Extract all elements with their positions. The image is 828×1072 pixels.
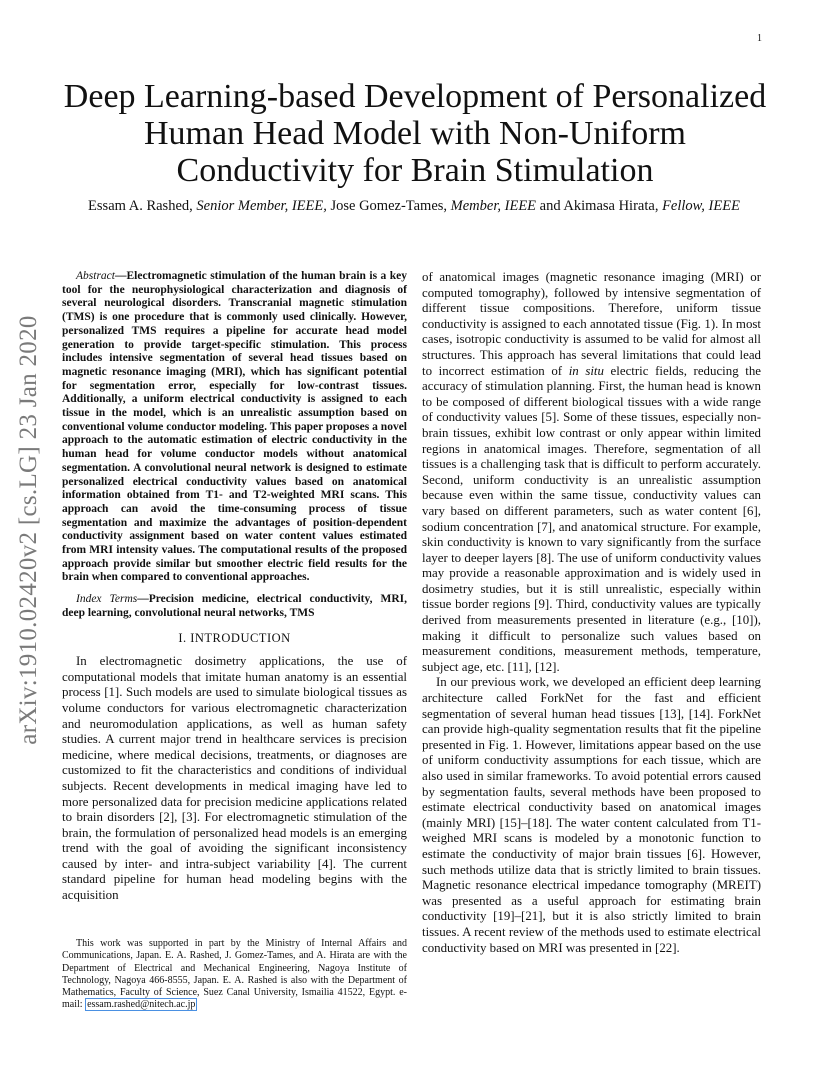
author-conjunction: and (539, 198, 561, 214)
paper-title: Deep Learning-based Development of Personalized Human Head Model with Non-Uniform Conductivity for Brain Stimulation (63, 78, 767, 189)
index-terms-label: Index Terms (76, 593, 138, 606)
right-column (422, 270, 761, 956)
email-link[interactable]: essam.rashed@nitech.ac.jp (87, 999, 196, 1011)
intro-paragraph-continued (422, 270, 761, 675)
index-terms (62, 593, 407, 620)
abstract-text: —Electromagnetic stimulation of the human brain is a key tool for the neurophysiological characterization and diagnosis of several neurological disorders. Transcranial magnetic stimulation (TMS) is one procedure that is commonly used clinically. However, personalized TMS requires a pipeline for accurate head model generation to provide target-specific stimulation. This process includes intensive segmentation of several head tissues based on magnetic resonance imaging (MRI), which has significant potential for segmentation error, especially for low-contrast tissues. Additionally, a uniform electrical conductivity is assigned to each tissue in the model, which is an unrealistic assumption based on conventional volume conductor modeling. This paper proposes a novel approach to the automatic estimation of electric conductivity in the human head for volume conductor models without anatomical segmentation. A convolutional neural network is designed to estimate personalized electrical conductivity values based on anatomical information obtained from T1- and T2-weighted MRI scans. This approach can avoid the time-consuming process of tissue segmentation and maximize the advantages of position-dependent conductivity assignment based on water content values estimated from MRI intensity values. The computational results of the proposed approach provide similar but smoother electric field results for the brain when compared to conventional approaches. (62, 270, 407, 584)
author-name: Jose Gomez-Tames, (330, 198, 448, 214)
intro-paragraph: In our previous work, we developed an efficient deep learning architecture called ForkNet for the fast and efficient segmentation of several human head tissues [13], [14]. ForkNet can provide high-quality segmentation results that fit the pipeline presented in Fig. 1. However, limitations appear based on the use of uniform conductivity assumptions for each tissue, which are also used in similar frameworks. To avoid potential errors caused by segmentation faults, several methods have been proposed to estimate electrical conductivity based on anatomical images (mainly MRI) [15]–[18]. The water content calculated from T1-weighed MRI scans is modeled by a monotonic function to estimate the conductivity of major brain tissues [6]. However, such methods utilize data that is strictly limited to brain tissues. Magnetic resonance electrical impedance tomography (MREIT) was presented as a useful approach for estimating brain conductivity [19]–[21], but it is also strictly limited to brain tissues. A recent review of the methods used to estimate electrical conductivity based on MRI was presented in [22]. (422, 675, 761, 955)
left-column (62, 270, 407, 904)
author-name: Akimasa Hirata, (563, 198, 659, 214)
paragraph-text: of anatomical images (magnetic resonance imaging (MRI) or computed tomography), followed by intensive segmentation of different tissue compositions. Therefore, uniform tissue conductivity is assigned to each annotated tissue (Fig. 1). In most cases, isotropic conductivity is assumed to be valid for almost all structures. This approach has several limitations that could lead to incorrect estimation of (422, 270, 761, 378)
author-list (40, 198, 788, 215)
footnote-text: This work was supported in part by the Ministry of Internal Affairs and Communications, Japan. E. A. Rashed, J. Gomez-Tames, and A. Hirata are with the Department of Electrical and Mechanical Engineering, Nagoya Institute of Technology, Nagoya 466-8555, Japan. E. A. Rashed is also with the Department of Mathematics, Faculty of Science, Suez Canal University, Ismailia 41522, Egypt. e-mail: (62, 938, 407, 1011)
paragraph-text: electric fields, reducing the accuracy of stimulation planning. First, the human head is known to be composed of different biological tissues with a wide range of conductivity values [5]. Some of these tissues, especially non-brain tissues, exhibit low contrast or only appear within limited regions in anatomical images. Therefore, segmentation of all tissues is a challenging task that is difficult to perform accurately. Second, uniform conductivity is an unrealistic assumption because even within the same tissue, conductivity values can vary based on different parameters, such as water content [6], sodium concentration [7], and anatomical structure. For example, skin conductivity is known to vary significantly from the surface layer to deeper layers [8]. The use of uniform conductivity values may provide a reasonable approximation and is widely used in dosimetry studies, but it is still unrealistic, especially within tissue border regions [9]. Third, conductivity values are typically derived from measurements presented in literature (e.g., [10]), making it difficult to personalize such values based on measurement conditions, measurement methods, temperature, subject age, etc. [11], [12]. (422, 363, 761, 674)
author-membership: Member, IEEE (450, 198, 537, 214)
index-terms-text: —Precision medicine, electrical conductivity, MRI, deep learning, convolutional neural networks, TMS (62, 593, 407, 619)
section-heading-introduction: I. INTRODUCTION (178, 630, 291, 645)
page-number: 1 (757, 33, 762, 44)
author-name: Essam A. Rashed, (88, 198, 193, 214)
abstract-label: Abstract (76, 270, 115, 282)
abstract (62, 270, 407, 585)
footnote (62, 938, 407, 1012)
author-membership: Fellow, IEEE (662, 198, 740, 214)
emphasized-term: in situ (568, 363, 604, 378)
author-membership: Senior Member, IEEE, (196, 198, 327, 214)
intro-paragraph: In electromagnetic dosimetry applications, the use of computational models that imitate human anatomy is an essential process [1]. Such models are used to simulate biological tissues as volume conductors for various electromagnetic characterization and neuromodulation applications, as well as human safety studies. A current major trend in healthcare services is precision medicine, where medical decisions, treatments, or diagnoses are customized to fit the characteristics and conditions of individual subjects. Recent developments in medical imaging have led to more personalized data for precision medicine applications related to brain disorders [2], [3]. For electromagnetic stimulation of the brain, the formulation of personalized head models is an emerging trend with the goal of avoiding the significant inconsistency caused by inter- and intra-subject variability [4]. The current standard pipeline for human head modeling begins with the acquisition (62, 654, 407, 903)
arxiv-identifier: arXiv:1910.02420v2 [cs.LG] 23 Jan 2020 (15, 315, 42, 745)
